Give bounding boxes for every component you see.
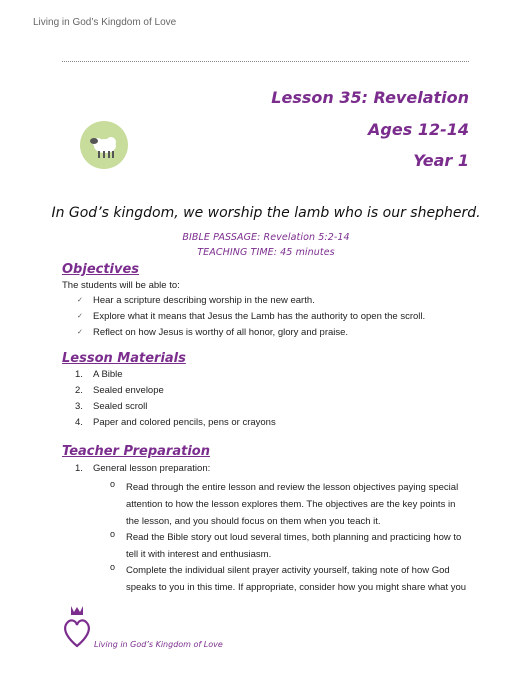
year-label: Year 1 [413, 151, 469, 170]
crowned-heart-icon [62, 604, 92, 655]
ages-label: Ages 12-14 [368, 120, 469, 139]
teaching-time: TEACHING TIME: 45 minutes [197, 247, 335, 258]
running-header: Living in God’s Kingdom of Love [33, 17, 177, 28]
feather-bullet-icon: ✓ [77, 329, 83, 336]
preparation-item: 1. General lesson preparation: [75, 463, 211, 474]
lamb-badge [80, 121, 128, 169]
preparation-heading: Teacher Preparation [62, 444, 210, 459]
feather-bullet-icon: ✓ [77, 313, 83, 320]
lesson-theme: In God’s kingdom, we worship the lamb who is our shepherd. [51, 205, 481, 221]
feather-bullet-icon: ✓ [77, 297, 83, 304]
objectives-intro: The students will be able to: [62, 280, 180, 291]
footer-title: Living in God’s Kingdom of Love [94, 640, 223, 649]
lamb-icon [80, 121, 128, 169]
material-item: 3. Sealed scroll [75, 401, 148, 412]
materials-heading: Lesson Materials [62, 351, 186, 366]
bible-passage: BIBLE PASSAGE: Revelation 5:2-14 [182, 232, 350, 243]
material-item: 1. A Bible [75, 369, 123, 380]
lesson-title: Lesson 35: Revelation [271, 88, 469, 107]
header-divider [62, 61, 469, 62]
material-item: 4. Paper and colored pencils, pens or crayons [75, 417, 276, 428]
material-item: 2. Sealed envelope [75, 385, 164, 396]
objectives-heading: Objectives [62, 262, 140, 277]
